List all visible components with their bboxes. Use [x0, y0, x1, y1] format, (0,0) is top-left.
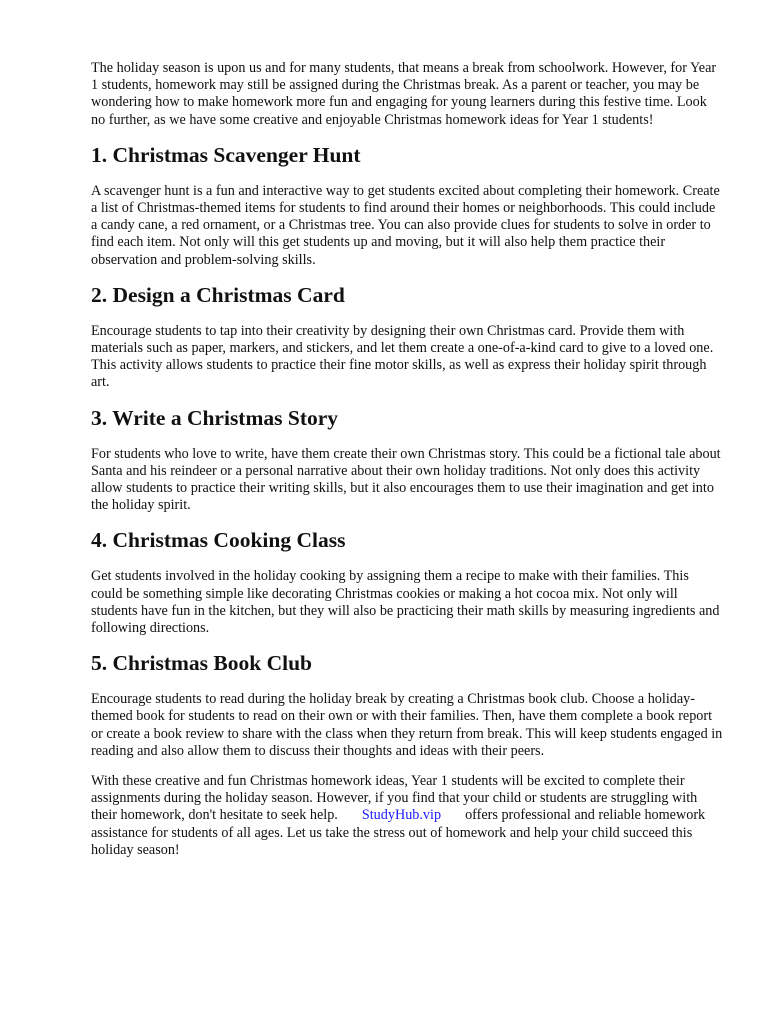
conclusion-text-before-link: With these creative and fun Christmas homework ideas, Year 1 students will be excited to complete their assignments during the holiday season. However, if you find that your child or students are struggling with their homework, don't hesitate to seek help. — [91, 773, 698, 824]
section-2-body: Encourage students to tap into their creativity by designing their own Christmas card. Provide them with materials such as paper, markers, and stickers, and let them create a one-of-a-kind card to give to a loved one. This activity allows students to practice their fine motor skills, as well as express their holiday spirit through art. — [91, 322, 714, 391]
section-3-body: For students who love to write, have them create their own Christmas story. This could be a fictional tale about Santa and his reindeer or a personal narrative about their own holiday traditions. Not only does this activity allow students to practice their writing skills, but it also encourages them to use their imagination and get into the holiday spirit. — [91, 445, 721, 514]
section-5-body: Encourage students to read during the holiday break by creating a Christmas book club. Choose a holiday-themed book for students to read on their own or with their families. Then, have them complete a book report or create a book review to share with the class when they return from break. This will keep students engaged in reading and also allow them to discuss their thoughts and ideas with their peers. — [91, 691, 723, 759]
section-1-body: A scavenger hunt is a fun and interactive way to get students excited about completing their homework. Create a list of Christmas-themed items for students to find around their homes or neighborhoods. This could include a candy cane, a red ornament, or a Christmas tree. You can also provide clues for students to solve in order to find each item. Not only will this get students up and moving, but it will also help them practice their observation and problem-solving skills. — [91, 182, 720, 268]
conclusion-paragraph — [91, 773, 723, 859]
document-page — [91, 60, 723, 872]
section-5-heading: 5. Christmas Book Club — [91, 651, 313, 676]
intro-paragraph: The holiday season is upon us and for many students, that means a break from schoolwork. However, for Year 1 students, homework may still be assigned during the Christmas break. As a parent or teacher, you may be wondering how to make homework more fun and engaging for young learners during this festive time. Look no further, as we have some creative and enjoyable Christmas homework ideas for Year 1 students! — [91, 60, 717, 128]
section-4-body: Get students involved in the holiday cooking by assigning them a recipe to make with their families. This could be something simple like decorating Christmas cookies or making a hot cocoa mix. Not only will students have fun in the kitchen, but they will also be practicing their math skills by measuring ingredients and following directions. — [91, 568, 720, 637]
section-3-heading: 3. Write a Christmas Story — [91, 405, 339, 430]
conclusion-text-after-link: offers professional and reliable homework assistance for students of all ages. Let us take the stress out of homework and help your child succeed this holiday season! — [91, 807, 706, 858]
section-1-heading: 1. Christmas Scavenger Hunt — [91, 142, 361, 167]
studyhub-link[interactable]: StudyHub.vip — [361, 807, 442, 824]
section-4-heading: 4. Christmas Cooking Class — [91, 528, 346, 553]
section-2-heading: 2. Design a Christmas Card — [91, 282, 345, 307]
